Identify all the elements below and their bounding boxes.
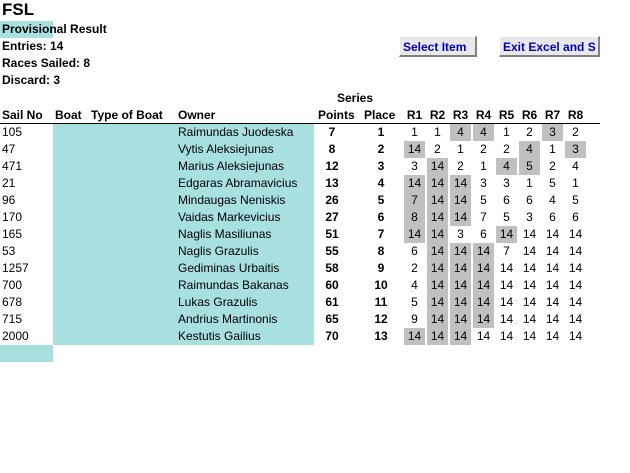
type-of-boat-header: Type of Boat bbox=[91, 108, 163, 122]
place-cell: 4 bbox=[377, 176, 385, 190]
place-cell: 5 bbox=[377, 193, 385, 207]
race-score-cell: 14 bbox=[522, 295, 537, 309]
race-score-cell: 14 bbox=[568, 227, 583, 241]
place-header: Place bbox=[364, 108, 396, 122]
race-score-cell: 4 bbox=[572, 159, 579, 173]
exit-excel-button[interactable]: Exit Excel and S bbox=[499, 36, 600, 57]
race-score-cell: 14 bbox=[427, 294, 448, 311]
place-cell: 6 bbox=[377, 210, 385, 224]
race-score-cell: 3 bbox=[480, 176, 487, 190]
race-score-cell: 2 bbox=[526, 125, 533, 139]
race-score-cell: 1 bbox=[457, 142, 464, 156]
race-score-cell: 14 bbox=[404, 328, 425, 345]
owner-cell: Marius Aleksiejunas bbox=[178, 159, 285, 173]
sail-number-cell: 165 bbox=[2, 227, 23, 241]
race-score-cell: 2 bbox=[572, 125, 579, 139]
race-score-cell: 14 bbox=[473, 277, 494, 294]
race-score-cell: 14 bbox=[545, 227, 560, 241]
race-score-cell: 5 bbox=[549, 176, 556, 190]
owner-cell: Edgaras Abramavicius bbox=[178, 176, 298, 190]
race-header-r6: R6 bbox=[521, 108, 538, 122]
race-score-cell: 14 bbox=[473, 294, 494, 311]
race-score-cell: 14 bbox=[522, 278, 537, 292]
race-score-cell: 14 bbox=[522, 261, 537, 275]
race-score-cell: 14 bbox=[522, 312, 537, 326]
selected-empty-cell bbox=[0, 345, 53, 362]
race-score-cell: 7 bbox=[404, 192, 425, 209]
series-points-cell: 27 bbox=[325, 210, 339, 224]
race-score-cell: 5 bbox=[503, 210, 510, 224]
race-score-cell: 14 bbox=[450, 294, 471, 311]
series-points-cell: 58 bbox=[325, 261, 339, 275]
table-row bbox=[0, 141, 600, 158]
race-score-cell: 7 bbox=[503, 244, 510, 258]
owner-cell: Naglis Masiliunas bbox=[178, 227, 272, 241]
owner-cell: Andrius Martinonis bbox=[178, 312, 278, 326]
race-score-cell: 14 bbox=[522, 329, 537, 343]
table-row bbox=[0, 260, 600, 277]
place-cell: 13 bbox=[374, 329, 388, 343]
table-row bbox=[0, 328, 600, 345]
series-points-cell: 61 bbox=[325, 295, 339, 309]
race-header-r5: R5 bbox=[498, 108, 515, 122]
race-score-cell: 14 bbox=[499, 329, 514, 343]
race-score-cell: 1 bbox=[503, 125, 510, 139]
race-score-cell: 5 bbox=[572, 193, 579, 207]
series-points-cell: 65 bbox=[325, 312, 339, 326]
race-score-cell: 14 bbox=[427, 158, 448, 175]
owner-cell: Mindaugas Neniskis bbox=[178, 193, 286, 207]
race-score-cell: 14 bbox=[568, 295, 583, 309]
table-row bbox=[0, 226, 600, 243]
race-score-cell: 14 bbox=[427, 209, 448, 226]
race-score-cell: 14 bbox=[499, 312, 514, 326]
owner-cell: Gediminas Urbaitis bbox=[178, 261, 280, 275]
series-points-cell: 51 bbox=[325, 227, 339, 241]
race-header-r4: R4 bbox=[475, 108, 492, 122]
race-score-cell: 8 bbox=[404, 209, 425, 226]
race-score-cell: 6 bbox=[572, 210, 579, 224]
race-score-cell: 14 bbox=[499, 261, 514, 275]
place-cell: 7 bbox=[377, 227, 385, 241]
series-points-cell: 60 bbox=[325, 278, 339, 292]
race-score-cell: 14 bbox=[568, 261, 583, 275]
sail-number-cell: 96 bbox=[2, 193, 16, 207]
race-score-cell: 2 bbox=[549, 159, 556, 173]
table-row bbox=[0, 192, 600, 209]
owner-cell: Raimundas Juodeska bbox=[178, 125, 294, 139]
race-score-cell: 14 bbox=[545, 295, 560, 309]
series-points-cell: 26 bbox=[325, 193, 339, 207]
race-score-cell: 14 bbox=[545, 278, 560, 292]
owner-cell: Lukas Grazulis bbox=[178, 295, 258, 309]
race-score-cell: 6 bbox=[549, 210, 556, 224]
race-score-cell: 14 bbox=[450, 175, 471, 192]
race-score-cell: 14 bbox=[450, 243, 471, 260]
race-score-cell: 4 bbox=[411, 278, 418, 292]
sail-no-header: Sail No bbox=[2, 108, 43, 122]
status-label: Provisional Result bbox=[2, 22, 107, 36]
race-score-cell: 1 bbox=[572, 176, 579, 190]
race-score-cell: 14 bbox=[427, 226, 448, 243]
race-score-cell: 14 bbox=[545, 312, 560, 326]
race-score-cell: 1 bbox=[480, 159, 487, 173]
sail-number-cell: 170 bbox=[2, 210, 23, 224]
race-score-cell: 5 bbox=[519, 158, 540, 175]
race-score-cell: 1 bbox=[411, 125, 418, 139]
race-score-cell: 5 bbox=[480, 193, 487, 207]
race-score-cell: 7 bbox=[480, 210, 487, 224]
race-score-cell: 2 bbox=[457, 159, 464, 173]
select-item-button[interactable]: Select Item bbox=[399, 36, 477, 57]
regatta-title: FSL bbox=[2, 0, 35, 19]
race-score-cell: 3 bbox=[526, 210, 533, 224]
race-score-cell: 14 bbox=[427, 260, 448, 277]
race-score-cell: 4 bbox=[496, 158, 517, 175]
race-score-cell: 14 bbox=[427, 192, 448, 209]
series-points-cell: 55 bbox=[325, 244, 339, 258]
race-header-r1: R1 bbox=[406, 108, 423, 122]
race-score-cell: 6 bbox=[480, 227, 487, 241]
race-score-cell: 14 bbox=[473, 243, 494, 260]
boat-header: Boat bbox=[55, 108, 82, 122]
race-score-cell: 4 bbox=[549, 193, 556, 207]
race-score-cell: 14 bbox=[476, 329, 491, 343]
race-score-cell: 14 bbox=[545, 261, 560, 275]
race-score-cell: 14 bbox=[450, 209, 471, 226]
points-header: Points bbox=[318, 108, 355, 122]
table-row bbox=[0, 243, 600, 260]
race-score-cell: 3 bbox=[565, 141, 586, 158]
series-header: Series bbox=[337, 91, 374, 105]
race-score-cell: 14 bbox=[522, 227, 537, 241]
sail-number-cell: 21 bbox=[2, 176, 16, 190]
race-score-cell: 14 bbox=[568, 312, 583, 326]
place-cell: 11 bbox=[374, 295, 388, 309]
race-score-cell: 14 bbox=[404, 175, 425, 192]
race-score-cell: 2 bbox=[434, 142, 441, 156]
race-score-cell: 14 bbox=[545, 329, 560, 343]
race-score-cell: 14 bbox=[496, 226, 517, 243]
place-cell: 8 bbox=[377, 244, 385, 258]
race-score-cell: 3 bbox=[411, 159, 418, 173]
owner-cell: Naglis Grazulis bbox=[178, 244, 259, 258]
discard-label: Discard: 3 bbox=[2, 73, 61, 87]
race-score-cell: 6 bbox=[526, 193, 533, 207]
race-score-cell: 14 bbox=[427, 243, 448, 260]
race-score-cell: 14 bbox=[545, 244, 560, 258]
race-score-cell: 14 bbox=[450, 192, 471, 209]
sail-number-cell: 105 bbox=[2, 125, 23, 139]
race-score-cell: 3 bbox=[503, 176, 510, 190]
race-score-cell: 2 bbox=[411, 261, 418, 275]
place-cell: 9 bbox=[377, 261, 385, 275]
series-points-cell: 70 bbox=[325, 329, 339, 343]
owner-cell: Vaidas Markevicius bbox=[178, 210, 281, 224]
race-score-cell: 2 bbox=[503, 142, 510, 156]
race-score-cell: 14 bbox=[450, 260, 471, 277]
place-cell: 1 bbox=[377, 125, 385, 139]
race-score-cell: 6 bbox=[503, 193, 510, 207]
sail-number-cell: 471 bbox=[2, 159, 23, 173]
table-row bbox=[0, 277, 600, 294]
race-score-cell: 3 bbox=[542, 124, 563, 141]
race-score-cell: 14 bbox=[404, 141, 425, 158]
owner-cell: Raimundas Bakanas bbox=[178, 278, 289, 292]
table-row bbox=[0, 209, 600, 226]
race-score-cell: 14 bbox=[450, 328, 471, 345]
sail-number-cell: 1257 bbox=[2, 261, 29, 275]
table-row bbox=[0, 158, 600, 175]
owner-cell: Kestutis Gailius bbox=[178, 329, 261, 343]
sail-number-cell: 2000 bbox=[2, 329, 29, 343]
race-score-cell: 4 bbox=[473, 124, 494, 141]
race-header-r2: R2 bbox=[429, 108, 446, 122]
race-score-cell: 14 bbox=[427, 328, 448, 345]
race-header-r8: R8 bbox=[567, 108, 584, 122]
race-score-cell: 14 bbox=[404, 226, 425, 243]
table-row bbox=[0, 175, 600, 192]
series-points-cell: 7 bbox=[328, 125, 336, 139]
race-score-cell: 4 bbox=[519, 141, 540, 158]
race-score-cell: 9 bbox=[411, 312, 418, 326]
sail-number-cell: 700 bbox=[2, 278, 23, 292]
place-cell: 12 bbox=[374, 312, 388, 326]
entries-label: Entries: 14 bbox=[2, 39, 64, 53]
race-header-r7: R7 bbox=[544, 108, 561, 122]
owner-header: Owner bbox=[178, 108, 216, 122]
race-score-cell: 14 bbox=[522, 244, 537, 258]
race-score-cell: 14 bbox=[499, 278, 514, 292]
sail-number-cell: 53 bbox=[2, 244, 16, 258]
table-row bbox=[0, 311, 600, 328]
race-score-cell: 14 bbox=[568, 278, 583, 292]
race-score-cell: 14 bbox=[450, 277, 471, 294]
table-row bbox=[0, 294, 600, 311]
races-sailed-label: Races Sailed: 8 bbox=[2, 56, 91, 70]
race-score-cell: 14 bbox=[427, 277, 448, 294]
place-cell: 3 bbox=[377, 159, 385, 173]
race-score-cell: 4 bbox=[450, 124, 471, 141]
series-points-cell: 13 bbox=[325, 176, 339, 190]
race-score-cell: 14 bbox=[473, 260, 494, 277]
owner-cell: Vytis Aleksiejunas bbox=[178, 142, 274, 156]
race-score-cell: 14 bbox=[427, 311, 448, 328]
sail-number-cell: 678 bbox=[2, 295, 23, 309]
race-score-cell: 6 bbox=[411, 244, 418, 258]
race-score-cell: 2 bbox=[480, 142, 487, 156]
race-score-cell: 1 bbox=[549, 142, 556, 156]
sail-number-cell: 715 bbox=[2, 312, 23, 326]
race-score-cell: 5 bbox=[411, 295, 418, 309]
race-score-cell: 14 bbox=[499, 295, 514, 309]
place-cell: 10 bbox=[374, 278, 388, 292]
race-score-cell: 14 bbox=[568, 329, 583, 343]
table-row bbox=[0, 124, 600, 141]
race-score-cell: 1 bbox=[434, 125, 441, 139]
race-score-cell: 14 bbox=[450, 311, 471, 328]
race-header-r3: R3 bbox=[452, 108, 469, 122]
series-points-cell: 12 bbox=[325, 159, 339, 173]
series-points-cell: 8 bbox=[328, 142, 336, 156]
place-cell: 2 bbox=[377, 142, 385, 156]
race-score-cell: 14 bbox=[427, 175, 448, 192]
race-score-cell: 14 bbox=[473, 311, 494, 328]
sail-number-cell: 47 bbox=[2, 142, 16, 156]
race-score-cell: 14 bbox=[568, 244, 583, 258]
race-score-cell: 1 bbox=[526, 176, 533, 190]
race-score-cell: 3 bbox=[457, 227, 464, 241]
